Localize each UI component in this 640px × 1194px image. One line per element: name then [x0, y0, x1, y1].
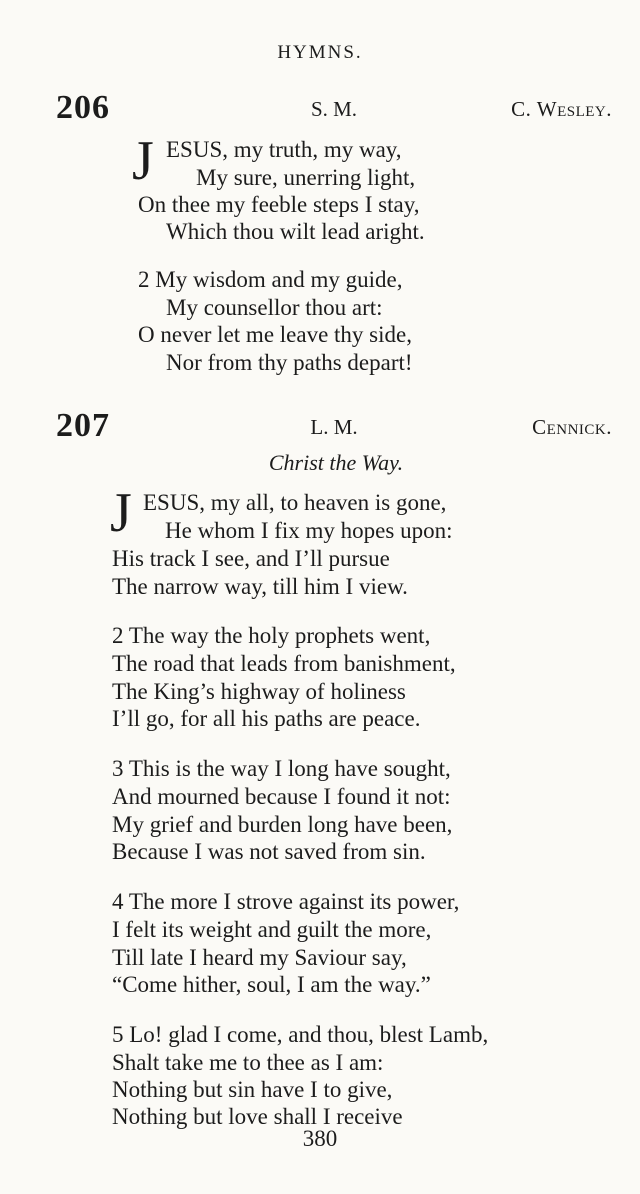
verse-line: My grief and burden long have been, [112, 812, 453, 837]
verse-line: Nor from thy paths depart! [166, 350, 413, 375]
hymn-number: 207 [56, 407, 110, 444]
verse-line: 2 The way the holy prophets went, [112, 623, 431, 648]
hymn-title: Christ the Way. [268, 450, 404, 475]
hymn-207-header [56, 406, 612, 446]
verse-line: The King’s highway of holiness [112, 679, 406, 704]
hymn-meter: S. M. [310, 97, 358, 121]
verse-line: O never let me leave thy side, [138, 322, 412, 347]
hymn-meter: L. M. [310, 415, 358, 439]
verse-line: And mourned because I found it not: [112, 784, 451, 809]
page-number: 380 [302, 1126, 338, 1151]
verse-line: Which thou wilt lead aright. [166, 219, 425, 244]
verse-line: His track I see, and I’ll pursue [112, 546, 390, 571]
verse-line: My sure, unerring light, [196, 165, 416, 190]
verse-line: 2 My wisdom and my guide, [138, 267, 403, 292]
verse-line: The narrow way, till him I view. [112, 574, 408, 599]
verse-line: The road that leads from banishment, [112, 651, 456, 676]
hymn-author: Cennick. [532, 415, 612, 439]
verse-line: Till late I heard my Saviour say, [112, 945, 407, 970]
verse-line: ESUS, my all, to heaven is gone, [143, 490, 447, 515]
drop-cap-initial: J [110, 482, 132, 544]
running-head: HYMNS. [277, 42, 363, 63]
verse-line: “Come hither, soul, I am the way.” [112, 972, 431, 997]
verse-line: I felt its weight and guilt the more, [112, 917, 432, 942]
drop-cap-initial: J [132, 130, 154, 192]
verse-line: 4 The more I strove against its power, [112, 889, 460, 914]
verse-line: Nothing but love shall I receive [112, 1104, 403, 1129]
hymn-author: C. Wesley. [511, 97, 612, 121]
verse-line: Because I was not saved from sin. [112, 839, 426, 864]
verse-line: He whom I fix my hopes upon: [165, 518, 453, 543]
verse-line: 5 Lo! glad I come, and thou, blest Lamb, [112, 1022, 489, 1047]
verse-line: Nothing but sin have I to give, [112, 1077, 393, 1102]
hymn-number: 206 [56, 89, 110, 126]
verse-line: 3 This is the way I long have sought, [112, 756, 451, 781]
verse-line: ESUS, my truth, my way, [166, 137, 402, 162]
verse-line: I’ll go, for all his paths are peace. [112, 706, 421, 731]
verse-line: Shalt take me to thee as I am: [112, 1050, 384, 1075]
verse-line: On thee my feeble steps I stay, [138, 192, 420, 217]
hymn-206-header [56, 88, 612, 128]
verse-line: My counsellor thou art: [166, 295, 383, 320]
